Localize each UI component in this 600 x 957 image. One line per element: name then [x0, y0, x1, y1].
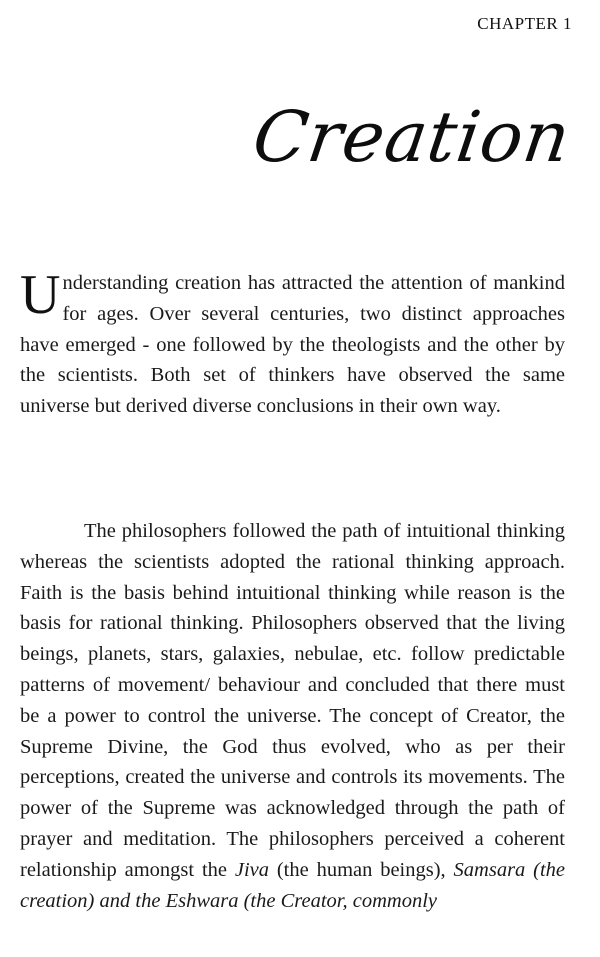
- drop-cap: U: [20, 264, 61, 326]
- paragraph-2-text-a: The philosophers followed the path of intuitional thinking whereas the scientists adopted the rational thinking approach. Faith is the basis behind intuitional thinking while reason is the basis for rational thinking. Philosophers observed that the living beings, planets, stars, galaxies, nebulae, etc. follow predictable patterns of movement/ behaviour and concluded that there must be a power to control the universe. The concept of Creator, the Supreme Divine, the God thus evolved, who as per their perceptions, created the universe and controls its movements. The power of the Supreme was acknowledged through the path of prayer and meditation. The philosophers perceived a coherent relationship amongst the: [20, 520, 565, 881]
- paragraph-1-text: nderstanding creation has attracted the attention of mankind for ages. Over several centuries, two distinct approaches have emerged - one followed by the theologists and the other by the scientists. Both set of thinkers have observed the same universe but derived diverse conclusions in their own way.: [20, 272, 565, 418]
- term-samsara: Samsara: [453, 858, 526, 881]
- paragraph-1: [20, 264, 565, 422]
- paragraph-2-text-b: (the human beings),: [269, 858, 454, 881]
- paragraph-2-text-d: and the: [94, 889, 166, 912]
- chapter-title: Creation: [248, 96, 576, 178]
- chapter-label: CHAPTER 1: [477, 14, 572, 33]
- term-eshwara: Eshwara: [165, 889, 239, 912]
- paragraph-2: [20, 516, 565, 916]
- paragraph-2-text-c: (the creation): [20, 858, 566, 912]
- term-jiva: Jiva: [234, 858, 269, 881]
- paragraph-2-text-e: (the Creator, commonly: [238, 889, 437, 912]
